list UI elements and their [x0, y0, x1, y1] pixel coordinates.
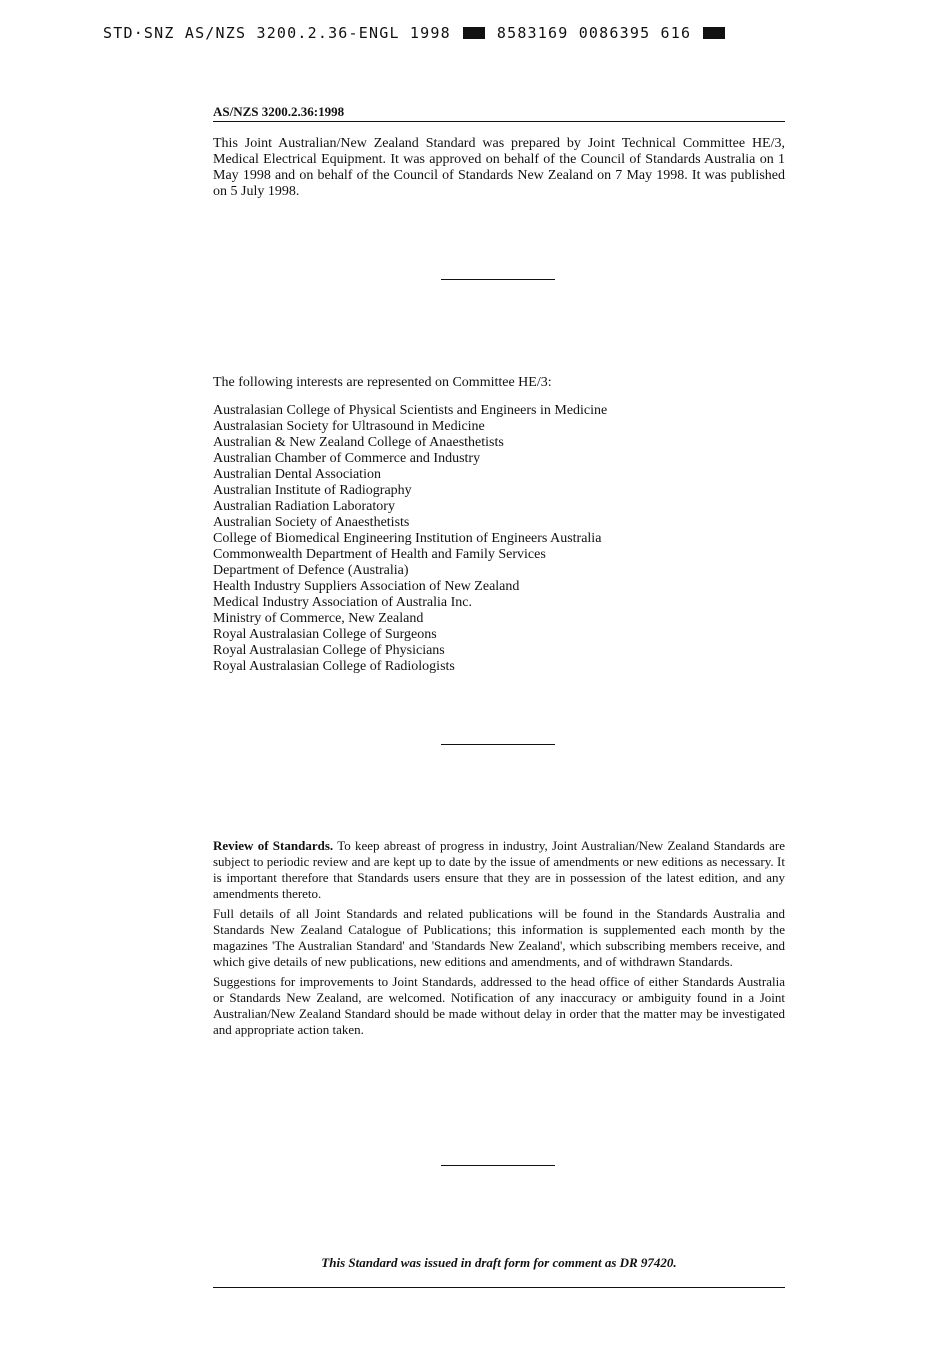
- section-divider: [441, 744, 555, 745]
- committee-member: Commonwealth Department of Health and Family Services: [213, 547, 546, 562]
- committee-member: Ministry of Commerce, New Zealand: [213, 611, 424, 626]
- scan-header-right: 8583169 0086395 616: [496, 24, 692, 42]
- committee-member: Royal Australasian College of Physicians: [213, 643, 445, 658]
- committee-intro: The following interests are represented on Committee HE/3:: [213, 375, 552, 390]
- review-of-standards: [213, 838, 785, 1042]
- committee-member: Australasian College of Physical Scientists and Engineers in Medicine: [213, 403, 608, 418]
- committee-member: Royal Australasian College of Surgeons: [213, 627, 437, 642]
- committee-member: Australian Institute of Radiography: [213, 483, 412, 498]
- committee-member: Australian Radiation Laboratory: [213, 499, 395, 514]
- review-heading: Review of Standards.: [213, 838, 334, 853]
- committee-member: College of Biomedical Engineering Institution of Engineers Australia: [213, 531, 602, 546]
- committee-member: Medical Industry Association of Australia Inc.: [213, 595, 472, 610]
- draft-note: This Standard was issued in draft form for comment as DR 97420.: [321, 1255, 677, 1270]
- committee-member: Australian Dental Association: [213, 467, 381, 482]
- scan-header: [103, 22, 793, 44]
- title-rule: [213, 121, 785, 122]
- committee-member: Australian Society of Anaesthetists: [213, 515, 410, 530]
- review-text-1: To keep abreast of progress in industry, Joint Australian/New Zealand Standards are subject to periodic review and are kept up to date by the issue of amendments or new editions as necessary. It is important therefore that Standards users ensure that they are in possession of the latest edition, and any amendments thereto.: [213, 838, 785, 901]
- redaction-block-icon: [703, 27, 725, 39]
- scan-header-left: STD·SNZ AS/NZS 3200.2.36-ENGL 1998: [103, 24, 451, 42]
- redaction-block-icon: [463, 27, 485, 39]
- committee-member-list: [213, 403, 607, 675]
- section-divider: [441, 1165, 555, 1166]
- committee-member: Australian & New Zealand College of Anaesthetists: [213, 435, 504, 450]
- committee-member: Royal Australasian College of Radiologists: [213, 659, 455, 674]
- review-paragraph-1: [213, 838, 785, 902]
- committee-member: Health Industry Suppliers Association of New Zealand: [213, 579, 520, 594]
- committee-member: Australasian Society for Ultrasound in Medicine: [213, 419, 485, 434]
- review-paragraph-3: Suggestions for improvements to Joint Standards, addressed to the head office of either Standards Australia or Standards New Zealand, are welcomed. Notification of any inaccuracy or ambiguity found in a Joint Australian/New Zealand Standard should be made without delay in order that the matter may be investigated and appropriate action taken.: [213, 974, 785, 1037]
- committee-member: Australian Chamber of Commerce and Industry: [213, 451, 481, 466]
- review-paragraph-2: Full details of all Joint Standards and related publications will be found in the Standards Australia and Standards New Zealand Catalogue of Publications; this information is supplemented each month by the magazines 'The Australian Standard' and 'Standards New Zealand', which subscribing members receive, and which give details of new publications, new editions and amendments, and of withdrawn Standards.: [213, 906, 785, 969]
- document-id: AS/NZS 3200.2.36:1998: [213, 104, 345, 119]
- committee-member: Department of Defence (Australia): [213, 563, 409, 578]
- section-divider: [441, 279, 555, 280]
- footer-rule: [213, 1287, 785, 1288]
- preparation-statement: This Joint Australian/New Zealand Standard was prepared by Joint Technical Committee HE/3, Medical Electrical Equipment. It was approved on behalf of the Council of Standards Australia on 1 May 1998 and on behalf of the Council of Standards New Zealand on 7 May 1998. It was published on 5 July 1998.: [213, 136, 785, 199]
